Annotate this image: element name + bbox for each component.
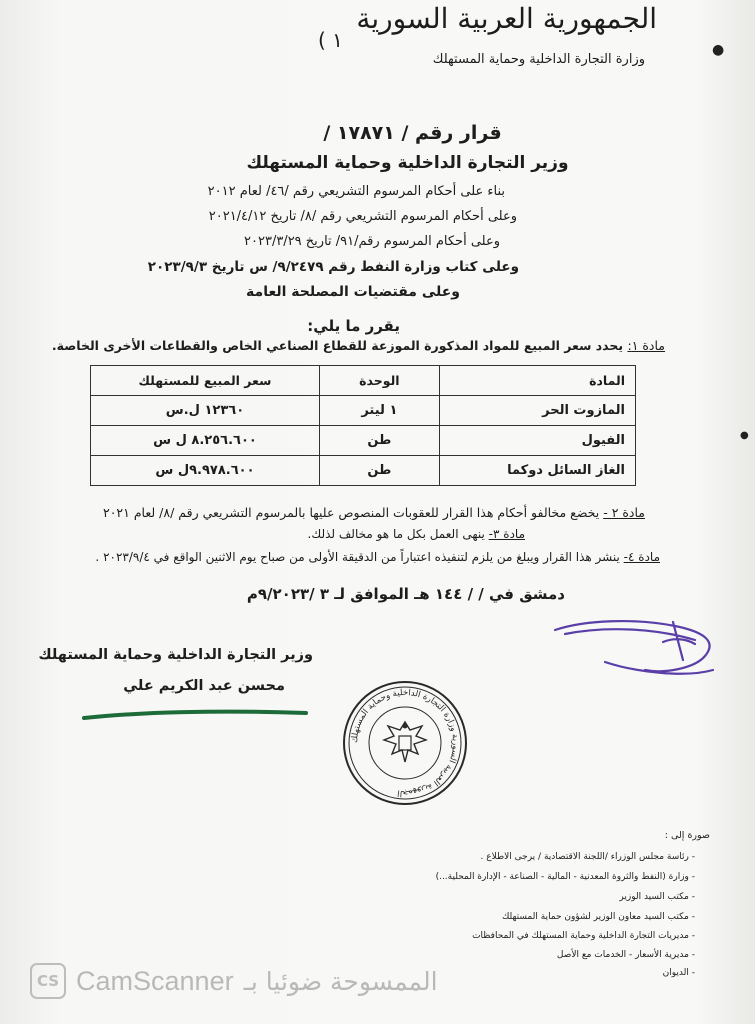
- article-1: [52, 338, 665, 353]
- cc-item: - مكتب السيد الوزير: [619, 892, 695, 902]
- article-2-label: مادة ٢ -: [603, 505, 645, 520]
- page-mark: ( ١: [318, 28, 343, 52]
- table-cell-price: ١٢٣٦٠ ل.س: [91, 396, 320, 426]
- signature-stroke: [555, 621, 713, 674]
- green-underline-stroke: [80, 704, 310, 724]
- article-2: [103, 505, 645, 520]
- camscanner-logo-icon: CS: [30, 963, 66, 999]
- green-stroke-path: [84, 712, 306, 718]
- article-1-label: مادة ١:: [627, 338, 665, 353]
- eagle-emblem-icon: [384, 722, 426, 762]
- table-header-price: سعر المبيع للمستهلك: [91, 366, 320, 396]
- table-cell-material: المازوت الحر: [439, 396, 635, 426]
- stamp-mid-ring: [349, 687, 461, 799]
- official-stamp: [340, 678, 470, 808]
- table-cell-material: الغاز السائل دوكما: [439, 456, 635, 486]
- table-cell-price: ٨.٢٥٦.٦٠٠ ل س: [91, 426, 320, 456]
- article-3-label: مادة ٣-: [488, 527, 525, 541]
- cc-item: - مكتب السيد معاون الوزير لشؤون حماية المستهلك: [501, 912, 695, 922]
- article-4-text: ينشر هذا القرار ويبلغ من يلزم لتنفيذه اعتباراً من الدقيقة الأولى من صباح يوم الاثنين الواقع في ٢٠٢٣/٩/٤ .: [95, 550, 620, 564]
- cc-heading: صورة إلى :: [664, 830, 710, 841]
- cc-item: - مديريات التجارة الداخلية وحماية المستهلك في المحافظات: [472, 931, 695, 941]
- masthead: الجمهورية العربية السورية: [356, 2, 657, 35]
- table-cell-unit: ١ ليتر: [319, 396, 439, 426]
- watermark-arabic: الممسوحة ضوئيا بـ: [243, 966, 438, 996]
- decision-number: قرار رقم / ١٧٨٧١ /: [323, 122, 502, 144]
- table-row: [91, 426, 636, 456]
- cc-item: - الديوان: [662, 968, 695, 978]
- stamp-outer-ring: [344, 682, 466, 804]
- article-2-text: يخضع مخالفو أحكام هذا القرار للعقوبات المنصوص عليها بالمرسوم التشريعي رقم /٨/ لعام ٢٠٢١: [102, 505, 600, 520]
- cc-item: - وزارة (النفط والثروة المعدنية - المالية - الصناعة - الإدارة المحلية...): [435, 872, 695, 882]
- article-3-text: ينهى العمل بكل ما هو مخالف لذلك.: [307, 527, 485, 541]
- price-table: [90, 365, 636, 486]
- table-cell-unit: طن: [319, 456, 439, 486]
- watermark-brand: CamScanner: [76, 965, 234, 996]
- preamble-line: وعلى كتاب وزارة النفط رقم ٩/٢٤٧٩/ س تاريخ ٢٠٢٣/٩/٣: [147, 259, 519, 275]
- article-4-label: مادة ٤-: [623, 550, 660, 564]
- table-row: [91, 396, 636, 426]
- table-cell-unit: طن: [319, 426, 439, 456]
- table-header-unit: الوحدة: [319, 366, 439, 396]
- cc-item: - مديرية الأسعار - الخدمات مع الأصل: [556, 950, 695, 960]
- table-header-row: [91, 366, 636, 396]
- preamble-line: وعلى أحكام المرسوم رقم/٩١/ تاريخ ٢٠٢٣/٣/٢٩: [244, 234, 500, 249]
- table-cell-material: الفيول: [439, 426, 635, 456]
- place-date: دمشق في / / ١٤٤ هـ الموافق لـ ٣ /٩/٢٠٢٣م: [246, 585, 565, 603]
- table-header-material: المادة: [439, 366, 635, 396]
- preamble-line: وعلى مقتضيات المصلحة العامة: [246, 284, 460, 300]
- camscanner-watermark: [30, 963, 470, 999]
- stamp-inner-ring: [369, 707, 441, 779]
- minister-title: وزير التجارة الداخلية وحماية المستهلك: [246, 153, 569, 173]
- table-row: [91, 456, 636, 486]
- signature-scribble: [545, 612, 725, 684]
- ministry-name: وزارة التجارة الداخلية وحماية المستهلك: [432, 52, 645, 67]
- article-1-text: يحدد سعر المبيع للمواد المذكورة الموزعة للقطاع الصناعي الخاص والقطاعات الأخرى الخاصة.: [51, 338, 624, 353]
- article-3: [308, 527, 525, 541]
- decides-heading: يقرر ما يلي:: [307, 317, 400, 335]
- cc-item: - رئاسة مجلس الوزراء /اللجنة الاقتصادية / يرجى الاطلاع .: [480, 852, 695, 862]
- article-4: [95, 550, 660, 564]
- margin-dot: ●: [712, 42, 725, 58]
- table-cell-price: ٩.٩٧٨.٦٠٠ل س: [91, 456, 320, 486]
- signatory-title: وزير التجارة الداخلية وحماية المستهلك: [38, 647, 313, 663]
- preamble-line: وعلى أحكام المرسوم التشريعي رقم /٨/ تاريخ ٢٠٢١/٤/١٢: [208, 209, 517, 224]
- stamp-ring-text: الجمهورية العربية السورية وزارة التجارة الداخلية وحماية المستهلك: [349, 687, 461, 799]
- margin-dot: ●: [740, 430, 749, 441]
- signatory-name: محسن عبد الكريم علي: [123, 678, 285, 694]
- preamble-line: بناء على أحكام المرسوم التشريعي رقم /٤٦/ لعام ٢٠١٢: [207, 184, 505, 199]
